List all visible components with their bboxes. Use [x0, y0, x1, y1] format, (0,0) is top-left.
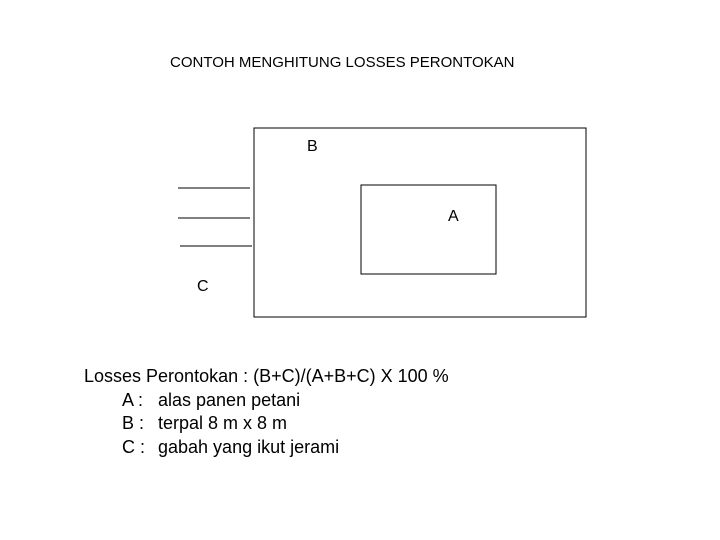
label-b: B: [307, 138, 318, 155]
legend-desc: gabah yang ikut jerami: [158, 436, 340, 457]
legend-desc: terpal 8 m x 8 m: [158, 413, 288, 433]
page-title: CONTOH MENGHITUNG LOSSES PERONTOKAN: [170, 54, 515, 71]
label-c: C: [197, 278, 209, 295]
harvest-base-a: [361, 185, 496, 274]
formula-block: [84, 365, 449, 459]
legend-row-b: [84, 412, 449, 436]
legend-key: A :: [122, 389, 144, 410]
legend-desc: alas panen petani: [158, 389, 301, 410]
legend-row-a: [84, 389, 449, 413]
legend-row-c: [84, 436, 449, 460]
label-a: A: [448, 208, 459, 225]
legend-key: C :: [122, 436, 146, 457]
formula-text: Losses Perontokan : (B+C)/(A+B+C) X 100 %: [84, 366, 449, 386]
legend-key: B :: [122, 413, 145, 433]
tarp-area-b: [254, 128, 586, 317]
